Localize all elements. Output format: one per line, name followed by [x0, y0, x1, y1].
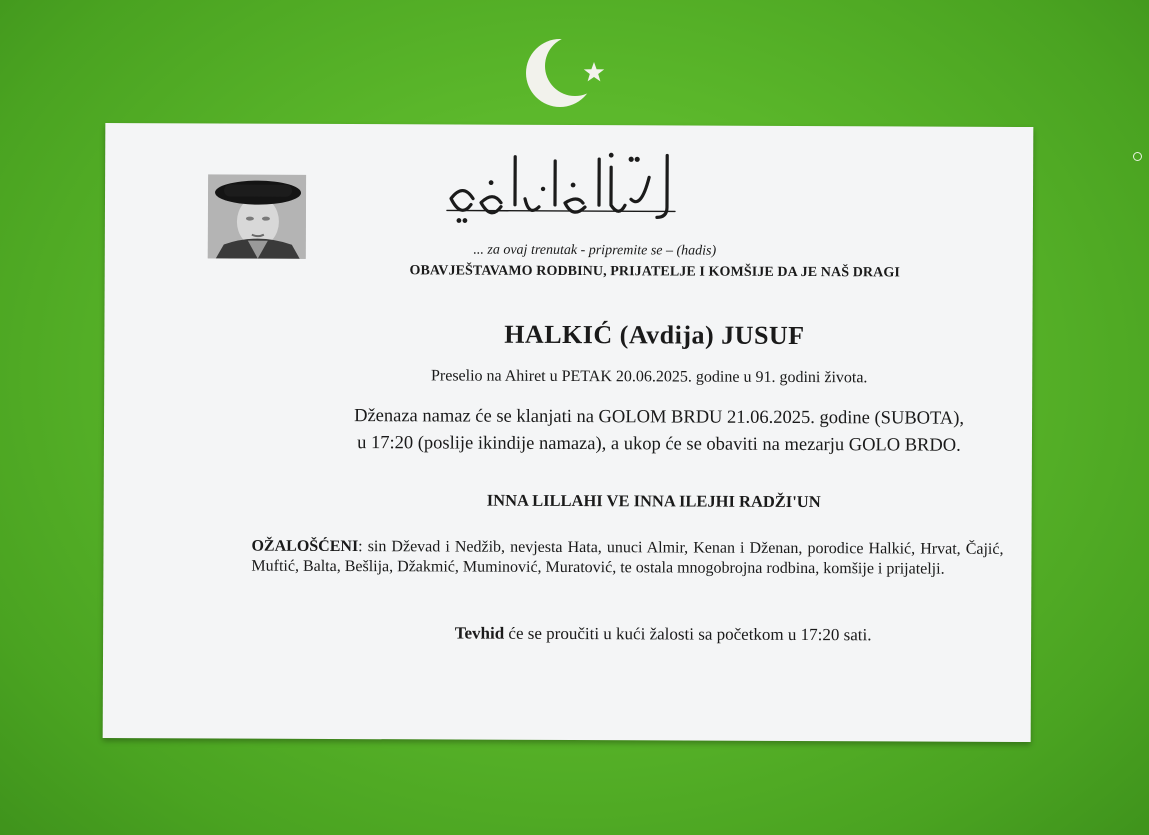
deceased-photo [208, 174, 306, 258]
mourners-list: : sin Dževad i Nedžib, nevjesta Hata, unuci Almir, Kenan i Dženan, porodice Halkić, Hrvat, Čajić, Muftić, Balta, Bešlija, Džakmić, Muminović, Muratović, te ostala mnogobrojna rodbina, komšije i prijatelji. [251, 538, 1004, 578]
passed-away-line: Preselio na Ahiret u PETAK 20.06.2025. godine u 91. godini života. [430, 367, 868, 387]
obituary-notice [103, 123, 1034, 742]
funeral-line-1: Dženaza namaz će se klanjati na GOLOM BRDU 21.06.2025. godine (SUBOTA), [354, 406, 965, 429]
announcement: OBAVJEŠTAVAMO RODBINU, PRIJATELJE I KOMŠIJE DA JE NAŠ DRAGI [409, 263, 900, 281]
mourners-paragraph [251, 537, 1003, 580]
crescent-star-icon [522, 28, 612, 118]
hadis-line: ... za ovaj trenutak - pripremite se – (hadis) [473, 242, 717, 259]
funeral-line-2: u 17:20 (poslije ikindije namaza), a ukop će se obaviti na mezarju GOLO BRDO. [357, 433, 961, 456]
arabic-calligraphy [435, 146, 685, 229]
deceased-name: HALKIĆ (Avdija) JUSUF [504, 319, 805, 351]
mourners-label: OŽALOŠĆENI [251, 537, 359, 556]
tevhid-line [253, 623, 1073, 647]
portrait-icon [208, 174, 306, 258]
tevhid-label: Tevhid [454, 623, 505, 643]
tevhid-text: će se proučiti u kući žalosti sa početkom u 17:20 sati. [504, 623, 872, 645]
funeral-prayer-info [234, 403, 1084, 461]
pin-hole [1133, 152, 1142, 161]
inna-lillahi-line: INNA LILLAHI VE INNA ILEJHI RADŽI'UN [486, 490, 821, 512]
